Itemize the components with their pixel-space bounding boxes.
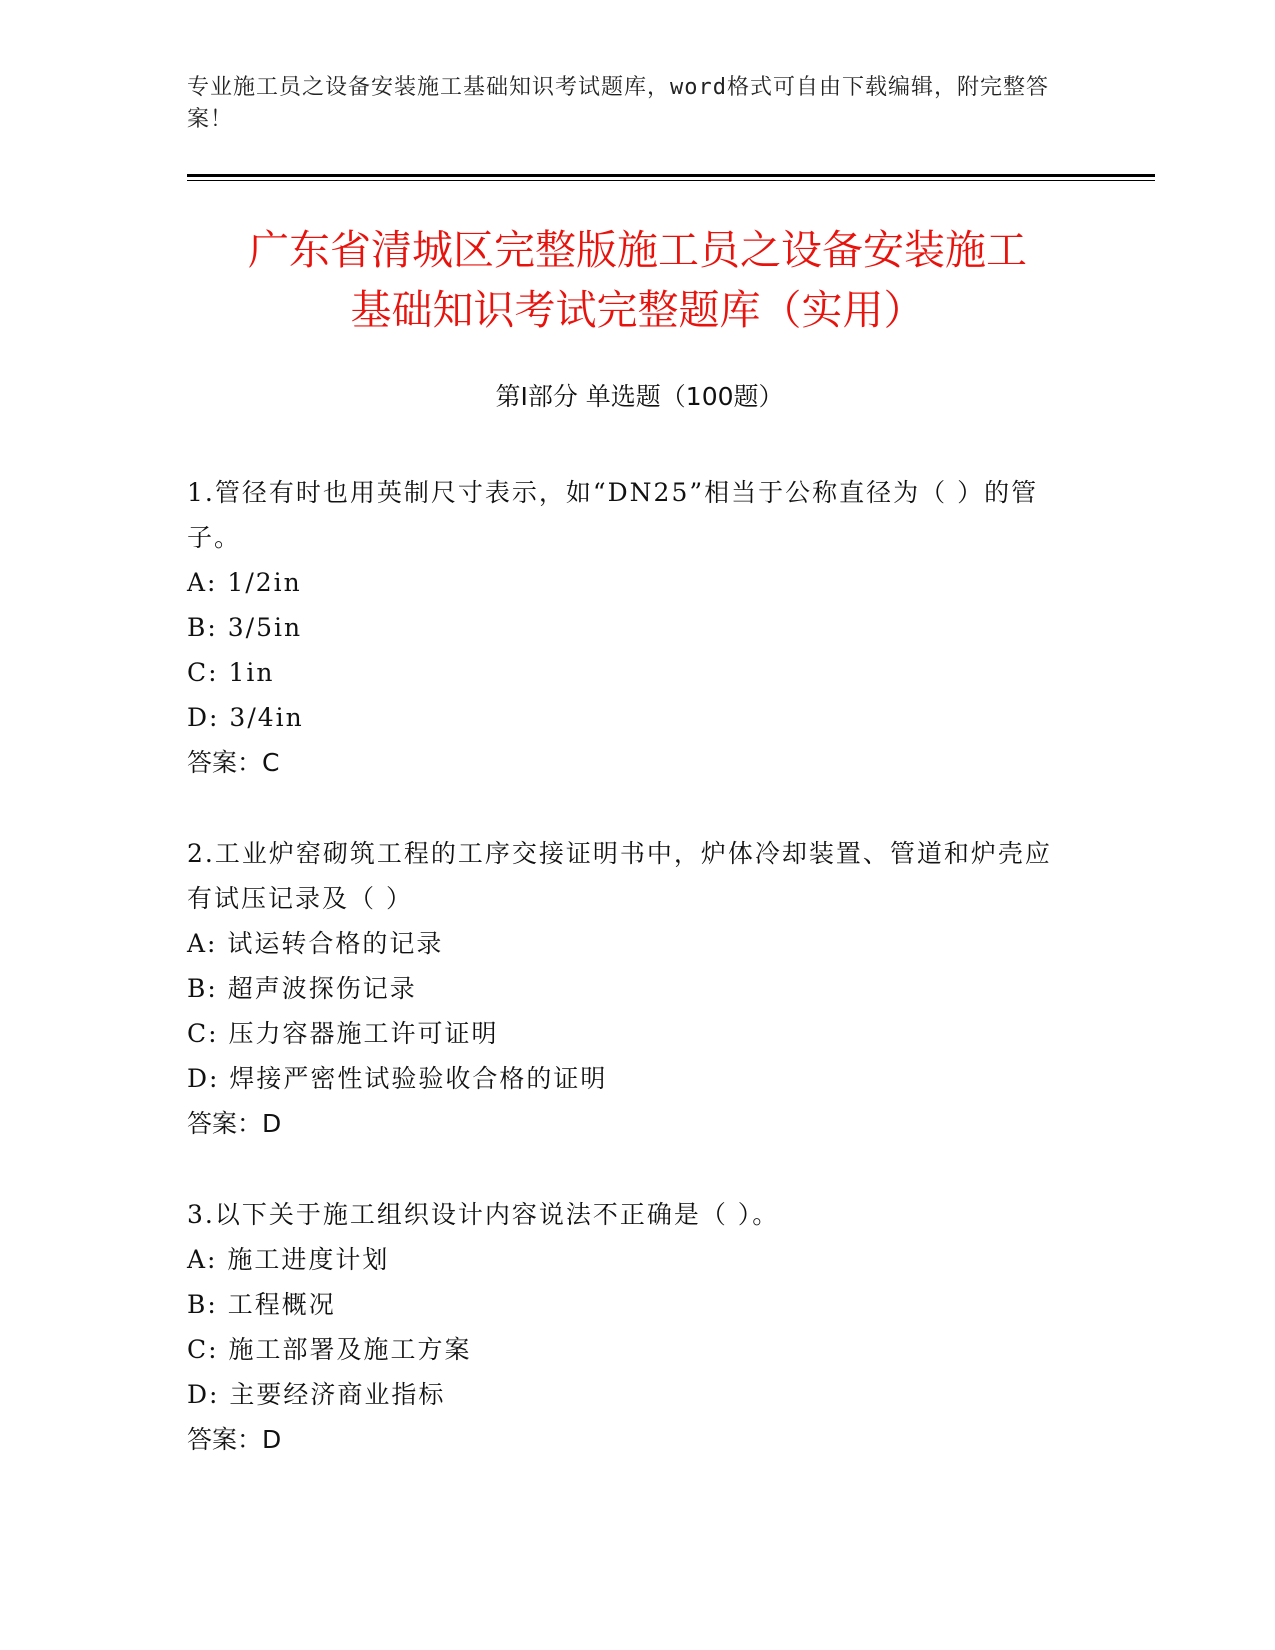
option-c: C: 压力容器施工许可证明 bbox=[187, 1019, 499, 1048]
option-d: D: 3/4in bbox=[187, 703, 304, 732]
answer-line: 答案：C bbox=[187, 748, 280, 777]
document-header-note: 专业施工员之设备安装施工基础知识考试题库，word格式可自由下载编辑，附完整答案！ bbox=[187, 75, 1049, 132]
option-a: A: 1/2in bbox=[187, 568, 302, 597]
document-title-line-1: 广东省清城区完整版施工员之设备安装施工 bbox=[248, 226, 1027, 274]
option-b: B: 工程概况 bbox=[187, 1290, 336, 1319]
document-title-line-2: 基础知识考试完整题库（实用） bbox=[350, 286, 925, 334]
answer-line: 答案：D bbox=[187, 1425, 282, 1454]
question-item bbox=[187, 1192, 1067, 1462]
option-b: B: 3/5in bbox=[187, 613, 303, 642]
option-c: C: 施工部署及施工方案 bbox=[187, 1335, 472, 1364]
question-list bbox=[187, 470, 1067, 1508]
option-a: A: 试运转合格的记录 bbox=[187, 929, 444, 958]
section-heading: 第Ⅰ部分 单选题（100题） bbox=[495, 382, 784, 411]
question-stem: 1.管径有时也用英制尺寸表示，如“DN25”相当于公称直径为（ ）的管子。 bbox=[187, 478, 1039, 552]
document-title bbox=[170, 220, 1105, 340]
option-b: B: 超声波探伤记录 bbox=[187, 974, 417, 1003]
question-item bbox=[187, 470, 1067, 785]
question-item bbox=[187, 831, 1067, 1146]
question-stem: 3.以下关于施工组织设计内容说法不正确是（ ）。 bbox=[187, 1200, 780, 1229]
question-stem: 2.工业炉窑砌筑工程的工序交接证明书中，炉体冷却装置、管道和炉壳应有试压记录及（ ） bbox=[187, 839, 1052, 913]
header-divider-thin bbox=[187, 180, 1155, 181]
header-divider-thick bbox=[187, 174, 1155, 177]
option-d: D: 焊接严密性试验验收合格的证明 bbox=[187, 1064, 608, 1093]
option-d: D: 主要经济商业指标 bbox=[187, 1380, 446, 1409]
option-c: C: 1in bbox=[187, 658, 275, 687]
option-a: A: 施工进度计划 bbox=[187, 1245, 390, 1274]
answer-line: 答案：D bbox=[187, 1109, 282, 1138]
